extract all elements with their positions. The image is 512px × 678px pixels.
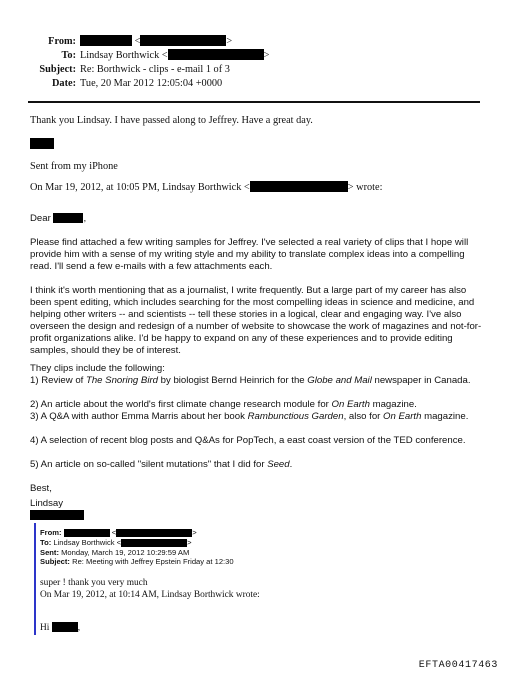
- document-id: EFTA00417463: [418, 660, 498, 671]
- subject-text: Re: Borthwick - clips - e-mail 1 of 3: [80, 64, 230, 75]
- redacted-quoted-to-email: [121, 539, 187, 547]
- quoted-from-label: From:: [40, 528, 62, 537]
- to-name: Lindsay Borthwick <: [80, 50, 168, 61]
- book-title: Rambunctious Garden: [247, 411, 344, 422]
- open-bracket: <: [134, 36, 141, 47]
- redacted-greeting-name: [53, 213, 83, 223]
- quoted-from-row: [40, 528, 482, 538]
- item-text: magazine.: [369, 399, 417, 410]
- quote-intro-suffix: > wrote:: [347, 182, 383, 193]
- close-bracket: >: [226, 36, 233, 47]
- clip-item-1: [30, 375, 484, 387]
- closing: Best,: [30, 483, 52, 494]
- item-text: magazine.: [421, 411, 469, 422]
- redacted-quoted-hi-name: [52, 622, 81, 633]
- clip-item-3: [30, 411, 484, 423]
- item-text: by biologist Bernd Heinrich for the: [157, 375, 308, 386]
- publication-name: On Earth: [383, 411, 422, 422]
- clip-item-5: [30, 459, 484, 471]
- clips-list-intro: They clips include the following:: [30, 363, 165, 374]
- subject-row: [0, 63, 269, 77]
- quoted-hi: Hi: [40, 623, 50, 633]
- sent-from-line: Sent from my iPhone: [30, 161, 118, 172]
- quoted-body: [40, 577, 482, 601]
- quoted-sent-row: [40, 548, 482, 558]
- item-text: 5) An article on so-called "silent mutations" that I did for: [30, 459, 268, 470]
- quoted-to-row: [40, 538, 482, 548]
- quote-bar: [34, 523, 36, 635]
- header-divider: [28, 101, 480, 103]
- item-text: newspaper in Canada.: [371, 375, 471, 386]
- from-label: From:: [48, 36, 76, 47]
- clip-item-2: [30, 399, 484, 411]
- to-label: To:: [61, 50, 76, 61]
- quoted-subject-label: Subject:: [40, 557, 70, 567]
- item-text: , also for: [343, 411, 384, 422]
- redacted-signature-block: [30, 510, 84, 520]
- date-text: Tue, 20 Mar 2012 12:05:04 +0000: [80, 78, 223, 89]
- redacted-sender-email: [140, 35, 226, 46]
- from-row: [0, 35, 269, 49]
- to-row: [0, 49, 269, 63]
- close-bracket: >: [187, 537, 192, 547]
- quoted-subject-text: Re: Meeting with Jeffrey Epstein Friday at 12:30: [72, 557, 234, 567]
- redacted-reply-signature: [30, 138, 54, 149]
- redacted-quoted-sender: [64, 529, 110, 537]
- clip-item-4: 4) A selection of recent blog posts and Q&As for PopTech, a east coast version of the TED conference.: [30, 435, 466, 446]
- close-bracket: >: [192, 528, 197, 537]
- quoted-to-name: Lindsay Borthwick <: [53, 537, 122, 547]
- signature-name: Lindsay: [30, 498, 64, 509]
- email-header: [0, 35, 269, 91]
- publication-name: On Earth: [331, 399, 370, 410]
- reply-body: Thank you Lindsay. I have passed along to Jeffrey. Have a great day.: [30, 115, 313, 126]
- item-text: .: [289, 459, 293, 470]
- redacted-quote-email: [250, 181, 348, 192]
- greeting: [30, 213, 484, 225]
- close-bracket: >: [263, 50, 270, 61]
- date-row: [0, 77, 269, 91]
- date-label: Date:: [51, 78, 76, 89]
- greeting-punct: ,: [83, 213, 87, 224]
- redacted-sender-name: [80, 35, 132, 46]
- item-text: 1) Review of: [30, 375, 86, 386]
- quoted-line-2: On Mar 19, 2012, at 10:14 AM, Lindsay Borthwick wrote:: [40, 590, 260, 600]
- publication-name: Globe and Mail: [307, 375, 372, 386]
- item-text: 3) A Q&A with author Emma Marris about her book: [30, 411, 248, 422]
- quote-intro-text: On Mar 19, 2012, at 10:05 PM, Lindsay Borthwick <: [30, 182, 250, 193]
- book-title: The Snoring Bird: [85, 375, 158, 386]
- paragraph-2: I think it's worth mentioning that as a journalist, I write frequently. But a large part of my career has also been spent editing, which includes searching for the most compelling ideas in science and medicine, and helping other writers -- and scientists -- tell these stories in a logical, clear and engaging way. I've also overseen the design and redesign of a number of website to showcase the work of magazines and not-for-profit organizations alike. I'd be happy to expand on any of these experiences and to provide editing samples, should they be of interest.: [30, 285, 482, 356]
- publication-name: Seed: [267, 459, 290, 470]
- quoted-to-label: To:: [40, 537, 52, 547]
- redacted-recipient-email: [168, 49, 264, 60]
- quoted-sent-label: Sent:: [40, 547, 59, 557]
- quote-intro: [30, 181, 484, 194]
- quoted-sent-date: Monday, March 19, 2012 10:29:59 AM: [61, 547, 190, 557]
- paragraph-1: Please find attached a few writing samples for Jeffrey. I've selected a real variety of clips that I hope will provide him with a sense of my writing style and my ability to translate complex ideas into a compelling read. I'll send a few e-mails with a few attachments each.: [30, 237, 469, 272]
- quoted-greeting: [40, 622, 482, 634]
- quoted-subject-row: [40, 557, 482, 567]
- redacted-quoted-email: [116, 529, 192, 537]
- quoted-line-1: super ! thank you very much: [40, 578, 148, 588]
- subject-label: Subject:: [39, 64, 76, 75]
- open-bracket: <: [111, 528, 117, 537]
- item-text: 2) An article about the world's first climate change research module for: [30, 399, 332, 410]
- quoted-hi-punct: ,: [77, 623, 81, 633]
- quoted-header: [40, 528, 482, 567]
- greeting-text: Dear: [30, 213, 51, 224]
